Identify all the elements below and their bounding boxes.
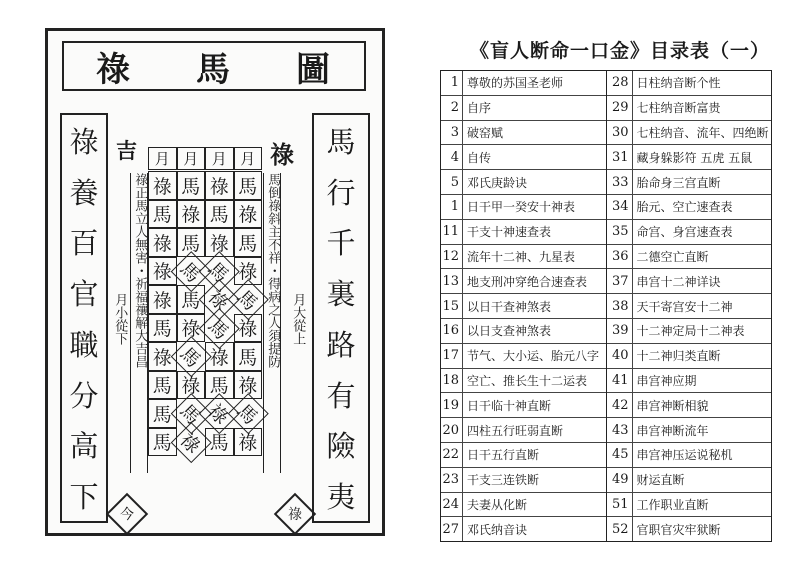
toc-page-number: 19	[441, 393, 463, 417]
grid-cell: 祿	[234, 257, 263, 286]
grid-cell: 馬	[171, 393, 211, 433]
left-verse-char: 養	[69, 175, 99, 210]
note-left-verse: 祿正馬立人無害・祈福禳解大吉昌	[130, 173, 148, 473]
bottom-right-diamond	[274, 493, 316, 535]
toc-page-number: 22	[441, 443, 463, 467]
toc-page-number: 29	[607, 96, 633, 120]
toc-row	[607, 294, 772, 319]
grid-cell: 祿	[177, 200, 206, 229]
chart-title	[62, 41, 366, 91]
toc-page-number: 28	[607, 71, 633, 95]
toc-row	[607, 220, 772, 245]
toc-entry-title: 日干临十神直断	[467, 398, 552, 413]
toc-row	[607, 245, 772, 270]
toc-page-number: 37	[607, 269, 633, 293]
right-verse-column	[312, 113, 370, 523]
right-verse-char: 險	[326, 429, 356, 464]
grid-cell: 馬	[177, 228, 206, 257]
toc-row	[441, 195, 606, 220]
toc-page-number: 40	[607, 344, 633, 368]
toc-entry-title: 自序	[467, 101, 492, 116]
toc-row	[441, 294, 606, 319]
toc-page-number: 52	[607, 517, 633, 541]
right-verse-char: 路	[326, 327, 356, 362]
chart-title-char: 馬	[196, 49, 232, 90]
toc-row	[607, 96, 772, 121]
bottom-left-char: 今	[120, 507, 134, 523]
grid-cell: 馬	[205, 371, 234, 400]
note-right-verse: 馬倒祿斜主不祥・得病之人須提防	[263, 173, 281, 473]
toc-page-number: 11	[441, 220, 463, 244]
grid-cell: 馬	[148, 399, 177, 428]
toc-entry-title: 自传	[467, 150, 492, 165]
toc-page-number: 51	[607, 493, 633, 517]
toc-page-number: 20	[441, 418, 463, 442]
toc-page-number: 15	[441, 294, 463, 318]
toc-row	[607, 493, 772, 518]
grid-cell: 祿	[205, 171, 234, 200]
toc-row	[441, 468, 606, 493]
toc-entry-title: 七柱纳音断富贵	[636, 101, 721, 116]
chart-center	[110, 113, 310, 523]
grid-cell: 馬	[171, 336, 211, 376]
grid-cell: 馬	[199, 308, 239, 348]
toc-row	[441, 245, 606, 270]
toc-entry-title: 流年十二神、九星表	[467, 249, 576, 264]
right-verse-char: 夷	[326, 480, 356, 515]
grid-cell: 祿	[205, 228, 234, 257]
bottom-left-diamond	[106, 493, 148, 535]
grid-cell: 祿	[177, 371, 206, 400]
toc-row	[607, 170, 772, 195]
toc-page-number: 42	[607, 393, 633, 417]
grid-cell: 馬	[148, 428, 177, 457]
toc-row	[607, 517, 772, 541]
toc-row	[441, 393, 606, 418]
toc-row	[607, 319, 772, 344]
grid-cell: 馬	[148, 200, 177, 229]
toc-entry-title: 四柱五行旺弱直断	[467, 423, 564, 438]
month-header-cell: 月	[177, 147, 206, 170]
toc-entry-title: 邓氏纳音诀	[467, 522, 528, 537]
toc-row	[607, 393, 772, 418]
toc-entry-title: 干支三连铁断	[467, 473, 540, 488]
toc-page-number: 13	[441, 269, 463, 293]
toc-page-number: 43	[607, 418, 633, 442]
toc-entry-title: 串宫神应期	[636, 373, 697, 388]
toc-entry-title: 邓氏庚龄诀	[467, 175, 528, 190]
toc-row	[441, 344, 606, 369]
toc-row	[607, 145, 772, 170]
toc-row	[441, 121, 606, 146]
left-verse-char: 百	[69, 226, 99, 261]
toc-row	[607, 121, 772, 146]
toc-page-number: 24	[441, 493, 463, 517]
toc-entry-title: 节气、大小运、胎元八字	[467, 349, 600, 364]
toc-row	[441, 269, 606, 294]
grid-cell: 祿	[171, 422, 211, 462]
toc-row	[441, 493, 606, 518]
grid-cell: 馬	[171, 251, 211, 291]
left-verse-column	[60, 113, 108, 523]
toc-row	[607, 195, 772, 220]
month-header-cell: 月	[148, 147, 177, 170]
toc-row	[441, 71, 606, 96]
toc-page-number: 2	[441, 96, 463, 120]
lu-corner-label: 祿	[270, 140, 294, 169]
toc-entry-title: 天干寄宫安十二神	[636, 299, 733, 314]
toc-row	[607, 344, 772, 369]
toc-entry-title: 串宫神压运说秘机	[636, 448, 733, 463]
bottom-right-char: 祿	[288, 507, 302, 523]
chart-title-char: 圖	[296, 49, 332, 90]
toc-entry-title: 串宫十二神详诀	[636, 274, 721, 289]
toc-page-number: 16	[441, 319, 463, 343]
lu-ma-chart	[45, 28, 385, 536]
toc-entry-title: 七柱纳音、流年、四绝断	[636, 125, 769, 140]
month-header-row	[148, 147, 262, 170]
grid-cell: 馬	[234, 228, 263, 257]
toc-entry-title: 以日支查神煞表	[467, 324, 552, 339]
toc-title: 《盲人断命一口金》目录表（一）	[470, 40, 771, 62]
toc-page-number: 27	[441, 517, 463, 541]
toc-page-number: 12	[441, 245, 463, 269]
toc-page-number: 41	[607, 369, 633, 393]
toc-entry-title: 官职官灾牢狱断	[636, 522, 721, 537]
left-verse-char: 官	[69, 277, 99, 312]
toc-page-number: 49	[607, 468, 633, 492]
grid-cell: 祿	[177, 314, 206, 343]
month-small-label: 月小從下	[112, 293, 128, 345]
toc-entry-title: 财运直断	[636, 473, 685, 488]
grid-cell: 祿	[148, 285, 177, 314]
toc-row	[607, 443, 772, 468]
toc-entry-title: 命宫、身宫速查表	[636, 225, 733, 240]
grid-cell: 祿	[234, 200, 263, 229]
toc-entry-title: 日干甲一癸安十神表	[467, 200, 576, 215]
toc-row	[607, 468, 772, 493]
left-verse-char: 分	[69, 378, 99, 413]
grid-cell: 祿	[199, 393, 239, 433]
toc-page-number: 33	[607, 170, 633, 194]
lu-ma-grid	[148, 171, 262, 456]
toc-row	[607, 71, 772, 96]
toc-page-number: 1	[441, 71, 463, 95]
toc-entry-title: 藏身躲影符 五虎 五鼠	[636, 150, 753, 165]
toc-entry-title: 干支十神速查表	[467, 225, 552, 240]
left-verse-char: 下	[69, 480, 99, 515]
toc-row	[607, 418, 772, 443]
grid-cell: 祿	[148, 171, 177, 200]
toc-entry-title: 工作职业直断	[636, 497, 709, 512]
toc-page-number: 31	[607, 145, 633, 169]
grid-cell: 祿	[234, 371, 263, 400]
toc-row	[441, 443, 606, 468]
toc-page-number: 45	[607, 443, 633, 467]
grid-cell: 祿	[205, 342, 234, 371]
grid-cell: 馬	[228, 393, 268, 433]
toc-page-number: 36	[607, 245, 633, 269]
toc-left-column	[441, 71, 606, 541]
grid-cell: 馬	[234, 342, 263, 371]
right-verse-char: 有	[326, 378, 356, 413]
toc-entry-title: 破窑赋	[467, 125, 504, 140]
grid-cell: 馬	[148, 371, 177, 400]
toc-row	[441, 145, 606, 170]
toc-row	[441, 170, 606, 195]
toc-page-number: 38	[607, 294, 633, 318]
toc-entry-title: 日柱纳音断个性	[636, 76, 721, 91]
toc-page-number: 18	[441, 369, 463, 393]
toc-page-number: 23	[441, 468, 463, 492]
right-verse-char: 馬	[326, 124, 356, 159]
toc-page-number: 35	[607, 220, 633, 244]
toc-page-number: 30	[607, 121, 633, 145]
grid-cell: 馬	[177, 171, 206, 200]
month-header-cell: 月	[234, 147, 263, 170]
chart-title-char: 祿	[96, 49, 132, 90]
toc-row	[441, 96, 606, 121]
toc-entry-title: 以日干查神煞表	[467, 299, 552, 314]
toc-table	[440, 70, 772, 542]
toc-row	[441, 369, 606, 394]
toc-entry-title: 串宫神断流年	[636, 423, 709, 438]
grid-cell: 馬	[148, 314, 177, 343]
grid-cell: 馬	[205, 200, 234, 229]
month-header-cell: 月	[205, 147, 234, 170]
toc-entry-title: 夫妻从化断	[467, 497, 528, 512]
toc-page-number: 3	[441, 121, 463, 145]
toc-entry-title: 胎命身三宫直断	[636, 175, 721, 190]
toc-page-number: 17	[441, 344, 463, 368]
toc-row	[441, 517, 606, 541]
grid-cell: 馬	[205, 428, 234, 457]
ji-label: 吉	[116, 138, 137, 163]
grid-cell: 馬	[234, 171, 263, 200]
grid-cell: 祿	[148, 342, 177, 371]
toc-entry-title: 空亡、推长生十二运表	[467, 373, 588, 388]
toc-row	[607, 369, 772, 394]
left-verse-char: 高	[69, 429, 99, 464]
grid-cell: 祿	[148, 228, 177, 257]
left-verse-char: 職	[69, 327, 99, 362]
toc-entry-title: 十二神归类直断	[636, 349, 721, 364]
toc-entry-title: 胎元、空亡速查表	[636, 200, 733, 215]
toc-entry-title: 地支刑冲穿绝合速查表	[467, 274, 588, 289]
toc-row	[441, 220, 606, 245]
toc-entry-title: 十二神定局十二神表	[636, 324, 745, 339]
toc-row	[441, 418, 606, 443]
grid-cell: 祿	[234, 428, 263, 457]
right-verse-char: 行	[326, 175, 356, 210]
toc-entry-title: 尊敬的苏国圣老师	[467, 76, 564, 91]
toc-page-number: 34	[607, 195, 633, 219]
toc-page-number: 39	[607, 319, 633, 343]
toc-entry-title: 串宫神断相貌	[636, 398, 709, 413]
toc-page-number: 5	[441, 170, 463, 194]
right-verse-char: 裏	[326, 277, 356, 312]
right-verse-char: 千	[326, 226, 356, 261]
toc-row	[441, 319, 606, 344]
toc-entry-title: 二德空亡直断	[636, 249, 709, 264]
grid-cell: 馬	[177, 285, 206, 314]
month-big-label: 月大從上	[290, 293, 306, 345]
toc-right-column	[606, 71, 772, 541]
grid-cell: 馬	[228, 279, 268, 319]
grid-cell: 祿	[234, 314, 263, 343]
toc-page-number: 1	[441, 195, 463, 219]
grid-cell: 祿	[148, 257, 177, 286]
grid-cell: 馬	[199, 251, 239, 291]
toc-entry-title: 日干五行直断	[467, 448, 540, 463]
toc-row	[607, 269, 772, 294]
toc-page-number: 4	[441, 145, 463, 169]
grid-cell: 祿	[199, 279, 239, 319]
left-verse-char: 祿	[69, 124, 99, 159]
